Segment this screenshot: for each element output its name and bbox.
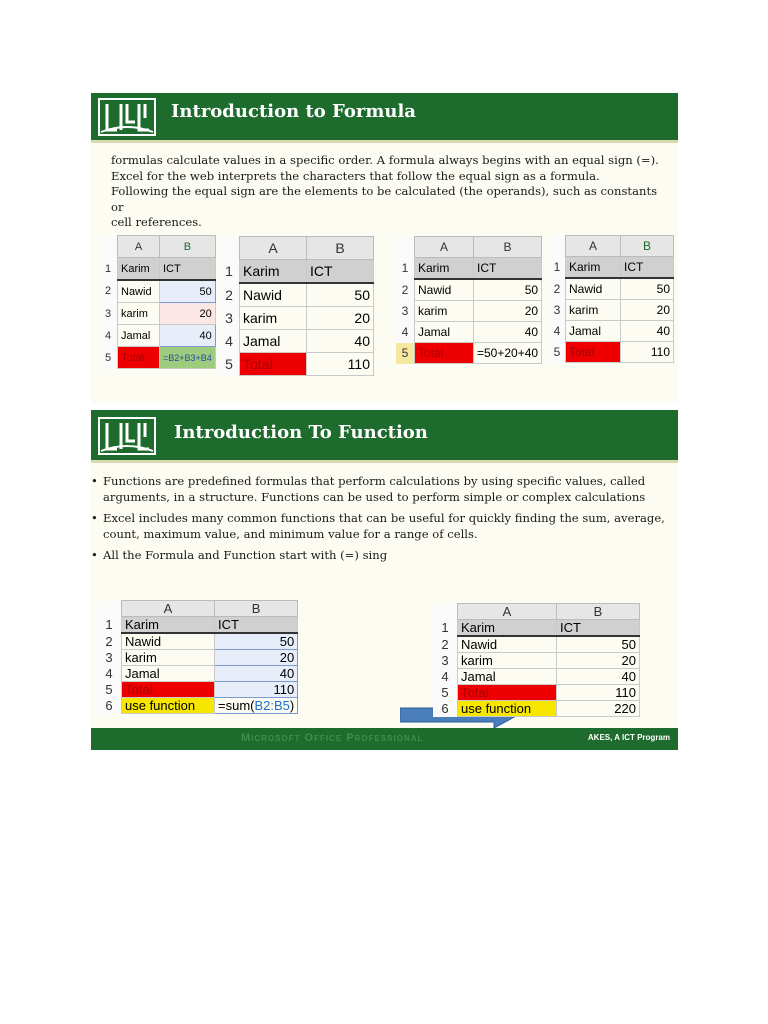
row-number: 3 [433,653,458,669]
cell: 50 [215,633,298,650]
row-number: 6 [433,701,458,717]
cell: 50 [557,636,640,653]
row-number: 1 [396,258,415,280]
row-number: 4 [433,669,458,685]
total-cell: Total [240,353,307,376]
spreadsheet-3 [396,236,542,364]
bullet-icon: • [91,474,98,488]
row-number: 1 [99,258,118,281]
cell: Karim [240,260,307,284]
slide-footer [91,728,678,750]
cell: Jamal [122,666,215,682]
spreadsheet-4 [549,235,674,363]
column-header: A [118,236,160,258]
total-cell: Total [458,685,557,701]
formula-suffix: ) [289,698,295,713]
formula-prefix: =sum( [218,698,255,713]
column-header: A [458,604,557,620]
column-header: A [240,237,307,260]
cell: 50 [474,279,542,301]
cell: 110 [557,685,640,701]
spreadsheet-2 [219,236,374,376]
cell: Nawid [240,283,307,307]
row-number: 3 [97,650,122,666]
bullet-text: Excel includes many common functions that can be useful for quickly finding the sum, average, count, maximum value, and minimum value for a range of cells. [103,511,665,541]
footer-credit: AKES, A ICT Program [587,733,670,742]
cell: 20 [215,650,298,666]
cell: Jamal [415,322,474,343]
row-number: 5 [433,685,458,701]
row-number: 4 [99,325,118,347]
cell: 40 [474,322,542,343]
cell: Jamal [458,669,557,685]
row-number: 5 [97,682,122,698]
cell: Nawid [122,633,215,650]
cell: Jamal [240,330,307,353]
formula-slide [91,93,678,403]
cell: ICT [621,257,674,279]
cell: ICT [307,260,374,284]
row-number: 1 [97,617,122,634]
bullet-item [91,474,671,505]
row-number: 5 [549,342,566,363]
cell: karim [415,301,474,322]
cell: 40 [160,325,216,347]
cell: Nawid [118,280,160,303]
row-number: 2 [97,633,122,650]
intro-line: Excel for the web interprets the characters that follow the equal sign as a formula. [111,168,600,183]
bullet-item [91,548,671,564]
row-number: 5 [396,343,415,364]
formula-range: B2:B5 [254,698,290,713]
cell: 40 [307,330,374,353]
slide-banner [91,93,678,143]
column-header: A [566,236,621,257]
row-number: 3 [549,300,566,321]
cell: Karim [566,257,621,279]
cell: Karim [118,258,160,281]
slide-banner [91,410,678,463]
akes-logo-icon [97,96,157,138]
cell: 110 [307,353,374,376]
row-number: 2 [219,283,240,307]
cell: 110 [215,682,298,698]
bullet-item [91,511,671,542]
intro-line: formulas calculate values in a specific order. A formula always begins with an equal sign (=). [111,153,659,167]
intro-line: cell references. [111,215,202,229]
cell: 50 [621,278,674,300]
cell: 20 [160,303,216,325]
row-number: 3 [396,301,415,322]
cell: 20 [557,653,640,669]
akes-logo-icon [97,415,157,457]
row-number: 2 [99,280,118,303]
slide-title: Introduction to Formula [171,101,416,122]
cell: Jamal [118,325,160,347]
result-spreadsheet [433,603,640,717]
cell: 50 [160,280,216,303]
row-number: 2 [433,636,458,653]
cell: Karim [458,620,557,637]
cell: 40 [557,669,640,685]
slide-title: Introduction To Function [174,422,428,443]
row-number: 4 [549,321,566,342]
cell: karim [566,300,621,321]
cell: 40 [215,666,298,682]
row-number: 2 [549,278,566,300]
cell: 20 [621,300,674,321]
cell: karim [240,307,307,330]
column-header: A [415,237,474,258]
function-slide [91,410,678,750]
total-cell: Total [118,347,160,369]
formula-cell: =B2+B3+B4 [160,347,216,369]
row-number: 1 [433,620,458,637]
cell: Nawid [458,636,557,653]
cell: 20 [474,301,542,322]
cell: Nawid [415,279,474,301]
cell: 20 [307,307,374,330]
column-header: B [160,236,216,258]
row-number: 1 [219,260,240,284]
column-header: B [621,236,674,257]
column-header: B [215,601,298,617]
result-cell: 220 [557,701,640,717]
total-cell: Total [415,343,474,364]
column-header: A [122,601,215,617]
cell: Nawid [566,278,621,300]
cell: ICT [557,620,640,637]
cell: karim [122,650,215,666]
cell: ICT [474,258,542,280]
row-number: 4 [396,322,415,343]
spreadsheet-1 [99,235,216,369]
bullet-text: Functions are predefined formulas that perform calculations by using specific values, called arguments, in a structure. Functions can be used to perform simple or complex calculations [103,474,646,504]
column-header: B [307,237,374,260]
cell: Karim [415,258,474,280]
row-number: 3 [99,303,118,325]
column-header: B [474,237,542,258]
total-cell: Total [566,342,621,363]
cell: karim [458,653,557,669]
bullet-icon: • [91,511,98,525]
cell: 110 [621,342,674,363]
function-spreadsheet [97,600,298,714]
row-number: 5 [99,347,118,369]
cell: ICT [215,617,298,634]
bullet-icon: • [91,548,98,562]
intro-text [111,153,671,231]
intro-line: Following the equal sign are the elements to be calculated (the operands), such as constants or [111,184,658,214]
cell: ICT [160,258,216,281]
sum-formula-cell [215,698,298,714]
total-cell: Total [122,682,215,698]
footer-title: Microsoft Office Professional [241,732,424,744]
cell: Jamal [566,321,621,342]
cell: 50 [307,283,374,307]
formula-cell: =50+20+40 [474,343,542,364]
row-number: 1 [549,257,566,279]
cell: Karim [122,617,215,634]
row-number: 5 [219,353,240,376]
row-number: 4 [97,666,122,682]
row-number: 6 [97,698,122,714]
row-number: 2 [396,279,415,301]
use-function-cell: use function [458,701,557,717]
bullet-text: All the Formula and Function start with (=) sing [103,548,388,562]
row-number: 3 [219,307,240,330]
cell: karim [118,303,160,325]
row-number: 4 [219,330,240,353]
bullet-list [91,474,671,564]
cell: 40 [621,321,674,342]
use-function-cell: use function [122,698,215,714]
column-header: B [557,604,640,620]
